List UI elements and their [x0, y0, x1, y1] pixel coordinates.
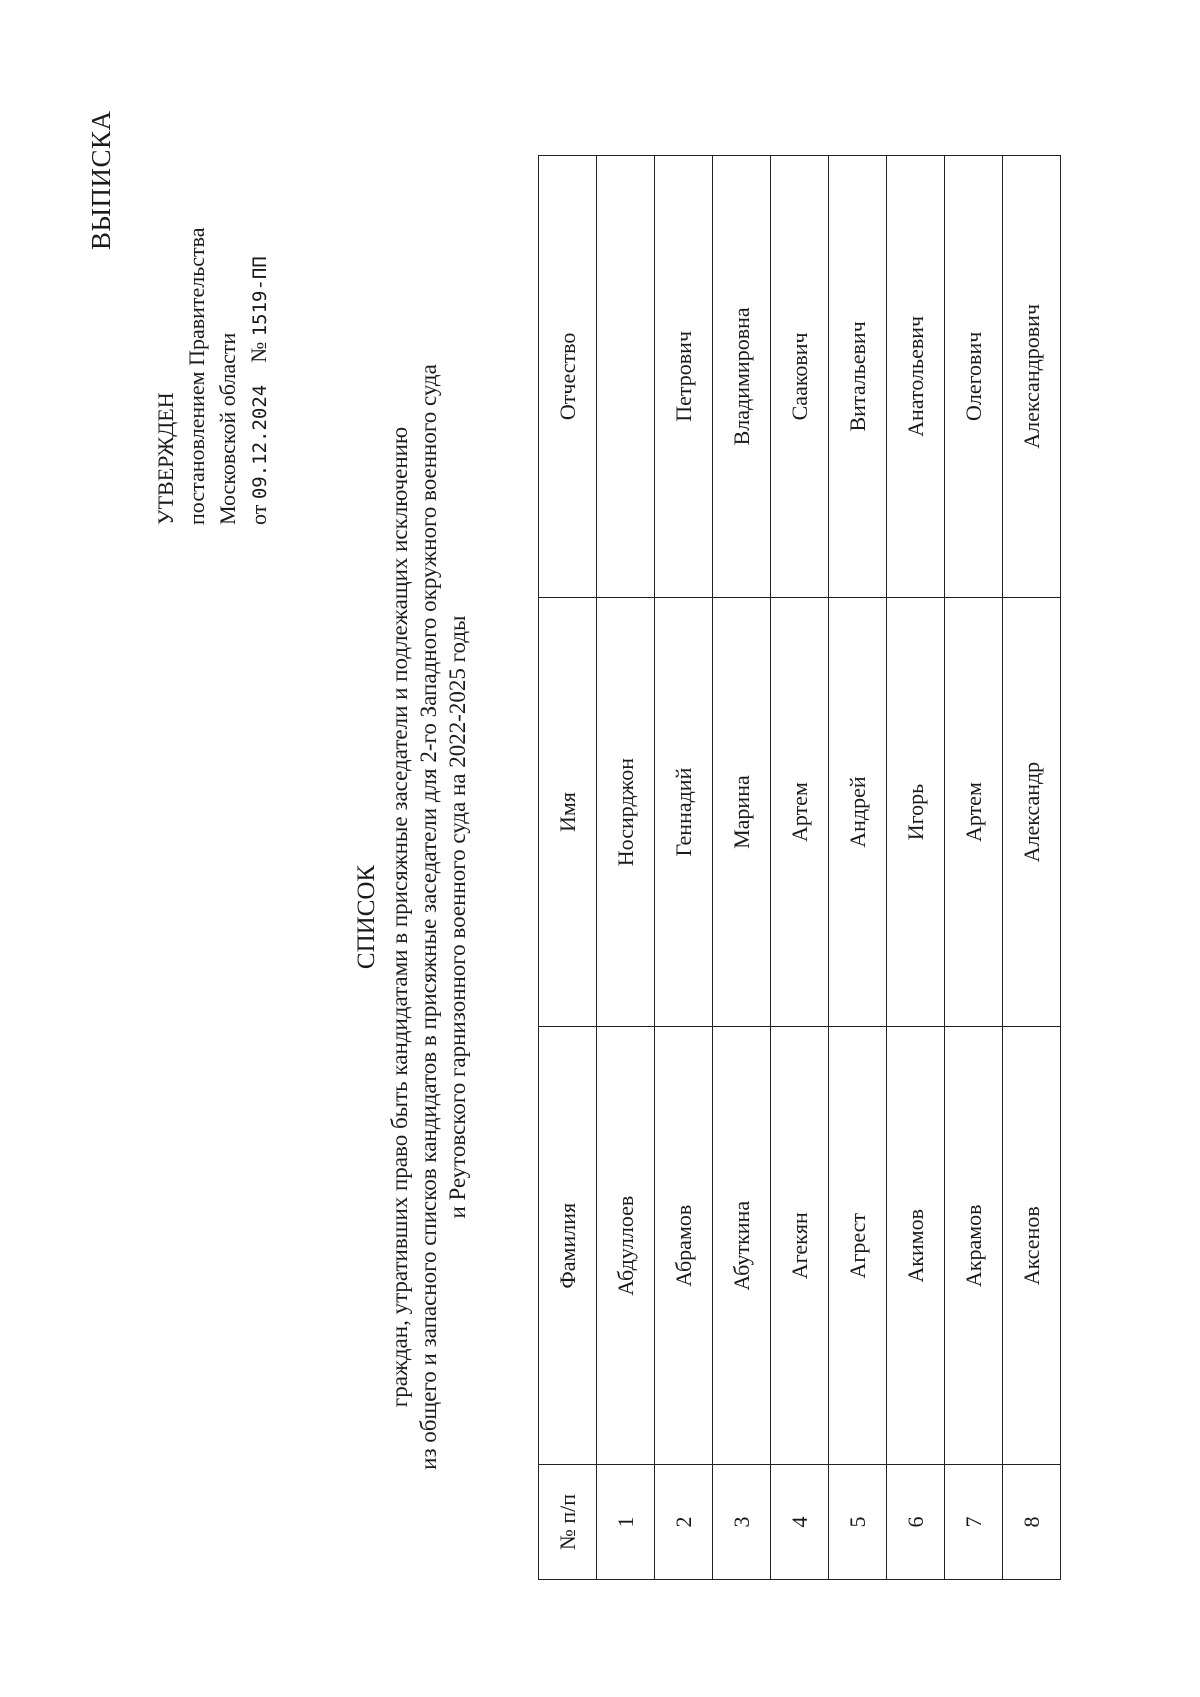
table-row	[945, 156, 1003, 1580]
cell-number: 2	[655, 1465, 713, 1580]
cell-surname: Акрамов	[945, 1027, 1003, 1465]
cell-name: Носирджон	[597, 597, 655, 1027]
table-row	[1003, 156, 1061, 1580]
cell-surname: Акимов	[887, 1027, 945, 1465]
cell-patronymic: Витальевич	[829, 156, 887, 598]
cell-name: Марина	[713, 597, 771, 1027]
cell-surname: Абуткина	[713, 1027, 771, 1465]
table-row	[887, 156, 945, 1580]
column-header-number: № п/п	[539, 1465, 597, 1580]
cell-number: 6	[887, 1465, 945, 1580]
cell-patronymic	[597, 156, 655, 598]
cell-number: 8	[1003, 1465, 1061, 1580]
cell-surname: Агрест	[829, 1027, 887, 1465]
approval-line-region: Московской области	[215, 332, 240, 525]
approval-from-prefix: от	[246, 504, 271, 525]
cell-patronymic: Петрович	[655, 156, 713, 598]
cell-patronymic: Олегович	[945, 156, 1003, 598]
cell-patronymic: Александрович	[1003, 156, 1061, 598]
approval-line-resolution: постановлением Правительства	[184, 227, 209, 525]
table-row	[597, 156, 655, 1580]
cell-name: Артем	[945, 597, 1003, 1027]
list-subtitle-line-3: и Реутовского гарнизонного военного суда на 2022-2025 годы	[445, 615, 470, 1219]
cell-surname: Аксенов	[1003, 1027, 1061, 1465]
table-row	[655, 156, 713, 1580]
table-header-row	[539, 156, 597, 1580]
cell-name: Андрей	[829, 597, 887, 1027]
list-subtitle-line-1: граждан, утративших право быть кандидатами в присяжные заседатели и подлежащих исключению	[387, 426, 412, 1408]
cell-name: Геннадий	[655, 597, 713, 1027]
cell-number: 3	[713, 1465, 771, 1580]
column-header-name: Имя	[539, 597, 597, 1027]
table-row	[829, 156, 887, 1580]
cell-patronymic: Анатольевич	[887, 156, 945, 598]
cell-number: 1	[597, 1465, 655, 1580]
cell-patronymic: Саакович	[771, 156, 829, 598]
approval-number: 1519-ПП	[249, 256, 271, 337]
cell-surname: Абдуллоев	[597, 1027, 655, 1465]
column-header-patronymic: Отчество	[539, 156, 597, 598]
table-row	[713, 156, 771, 1580]
table-row	[771, 156, 829, 1580]
cell-number: 5	[829, 1465, 887, 1580]
approval-block	[150, 227, 276, 525]
approval-date: 09.12.2024	[249, 384, 271, 500]
cell-number: 7	[945, 1465, 1003, 1580]
cell-patronymic: Владимировна	[713, 156, 771, 598]
column-header-surname: Фамилия	[539, 1027, 597, 1465]
cell-number: 4	[771, 1465, 829, 1580]
cell-surname: Абрамов	[655, 1027, 713, 1465]
cell-surname: Агекян	[771, 1027, 829, 1465]
document-type-label: ВЫПИСКА	[86, 110, 116, 250]
cell-name: Александр	[1003, 597, 1061, 1027]
list-title: СПИСОК	[353, 864, 380, 970]
candidates-table	[538, 155, 1061, 1580]
approval-number-prefix: №	[246, 341, 271, 363]
approval-line-date-number	[243, 227, 276, 525]
cell-name: Артем	[771, 597, 829, 1027]
approval-line-approved: УТВЕРЖДЕН	[153, 392, 178, 525]
list-heading	[352, 197, 472, 1637]
list-subtitle-line-2: из общего и запасного списков кандидатов в присяжные заседатели для 2-го Западного окружного военного суда	[416, 364, 441, 1470]
cell-name: Игорь	[887, 597, 945, 1027]
